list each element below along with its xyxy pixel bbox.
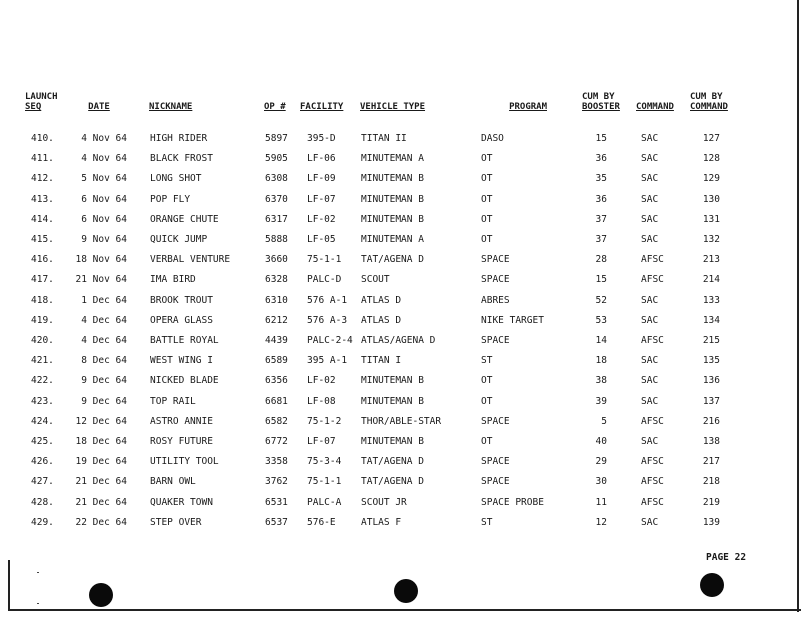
op-number-cell: 5897 [265,133,288,144]
header-nickname: NICKNAME [149,102,193,112]
scan-speck [37,603,39,604]
program-cell: SPACE [481,274,510,285]
command-cell: SAC [641,396,659,407]
table-row [0,375,801,389]
facility-cell: 75-3-4 [307,456,342,467]
launch-date-cell: 1 Dec 64 [81,295,127,306]
header-command-2: COMMAND [690,102,728,112]
vehicle-type-cell: SCOUT JR [361,497,407,508]
launch-date-cell: 9 Nov 64 [81,234,127,245]
table-row [0,214,801,228]
op-number-cell: 4439 [265,335,288,346]
nickname-cell: IMA BIRD [150,274,196,285]
cum-by-booster-cell: 15 [595,133,607,144]
cum-by-booster-cell: 5 [601,416,607,427]
launch-date-cell: 4 Dec 64 [81,335,127,346]
command-cell: SAC [641,355,659,366]
op-number-cell: 6317 [265,214,288,225]
header-date: DATE [88,102,110,112]
launch-seq-cell: 427. [31,476,54,487]
table-row [0,274,801,288]
cum-by-command-cell: 136 [702,375,720,386]
cum-by-booster-cell: 29 [595,456,607,467]
op-number-cell: 6582 [265,416,288,427]
table-row [0,315,801,329]
launch-seq-cell: 425. [31,436,54,447]
program-cell: NIKE TARGET [481,315,544,326]
launch-seq-cell: 413. [31,194,54,205]
nickname-cell: BROOK TROUT [150,295,213,306]
program-cell: OT [481,396,493,407]
op-number-cell: 3358 [265,456,288,467]
cum-by-booster-cell: 35 [595,173,607,184]
nickname-cell: POP FLY [150,194,191,205]
facility-cell: LF-07 [307,436,336,447]
table-row [0,416,801,430]
cum-by-booster-cell: 14 [595,335,607,346]
nickname-cell: QUAKER TOWN [150,497,213,508]
header-op: OP # [264,102,286,112]
launch-seq-cell: 415. [31,234,54,245]
launch-date-cell: 5 Nov 64 [81,173,127,184]
page-border-left [8,560,10,611]
program-cell: SPACE [481,335,510,346]
launch-date-cell: 4 Nov 64 [81,153,127,164]
vehicle-type-cell: ATLAS/AGENA D [361,335,436,346]
vehicle-type-cell: MINUTEMAN B [361,396,424,407]
nickname-cell: HIGH RIDER [150,133,208,144]
program-cell: OT [481,194,493,205]
cum-by-booster-cell: 30 [595,476,607,487]
op-number-cell: 6328 [265,274,288,285]
facility-cell: 576 A-3 [307,315,348,326]
vehicle-type-cell: MINUTEMAN B [361,214,424,225]
launch-seq-cell: 424. [31,416,54,427]
command-cell: SAC [641,375,659,386]
cum-by-booster-cell: 52 [595,295,607,306]
program-cell: OT [481,153,493,164]
table-row [0,335,801,349]
program-cell: OT [481,234,493,245]
cum-by-booster-cell: 18 [595,355,607,366]
cum-by-command-cell: 135 [702,355,720,366]
program-cell: SPACE [481,456,510,467]
vehicle-type-cell: MINUTEMAN B [361,194,424,205]
command-cell: SAC [641,133,659,144]
launch-date-cell: 21 Dec 64 [75,476,127,487]
vehicle-type-cell: ATLAS D [361,315,402,326]
launch-date-cell: 21 Nov 64 [75,274,127,285]
launch-seq-cell: 417. [31,274,54,285]
facility-cell: 395 A-1 [307,355,348,366]
cum-by-booster-cell: 39 [595,396,607,407]
op-number-cell: 5888 [265,234,288,245]
cum-by-command-cell: 137 [702,396,720,407]
launch-date-cell: 21 Dec 64 [75,497,127,508]
program-cell: ST [481,355,493,366]
cum-by-command-cell: 133 [702,295,720,306]
header-cum-by-booster-top: CUM BY [582,92,615,102]
launch-date-cell: 8 Dec 64 [81,355,127,366]
facility-cell: PALC-2-4 [307,335,353,346]
launch-date-cell: 9 Dec 64 [81,375,127,386]
launch-date-cell: 4 Nov 64 [81,133,127,144]
vehicle-type-cell: MINUTEMAN A [361,234,424,245]
vehicle-type-cell: ATLAS D [361,295,402,306]
vehicle-type-cell: TAT/AGENA D [361,476,424,487]
nickname-cell: TOP RAIL [150,396,196,407]
header-booster: BOOSTER [582,102,620,112]
nickname-cell: NICKED BLADE [150,375,219,386]
vehicle-type-cell: THOR/ABLE-STAR [361,416,442,427]
op-number-cell: 6308 [265,173,288,184]
page-number: PAGE 22 [706,552,747,563]
launch-date-cell: 4 Dec 64 [81,315,127,326]
launch-date-cell: 9 Dec 64 [81,396,127,407]
launch-seq-cell: 429. [31,517,54,528]
nickname-cell: BLACK FROST [150,153,213,164]
op-number-cell: 6772 [265,436,288,447]
op-number-cell: 6537 [265,517,288,528]
header-facility: FACILITY [300,102,344,112]
launch-seq-cell: 411. [31,153,54,164]
launch-seq-cell: 412. [31,173,54,184]
table-row [0,234,801,248]
cum-by-booster-cell: 36 [595,194,607,205]
launch-date-cell: 6 Nov 64 [81,194,127,205]
cum-by-booster-cell: 37 [595,234,607,245]
op-number-cell: 6356 [265,375,288,386]
command-cell: SAC [641,153,659,164]
launch-date-cell: 6 Nov 64 [81,214,127,225]
header-cum-by-command-top: CUM BY [690,92,723,102]
op-number-cell: 3660 [265,254,288,265]
nickname-cell: ORANGE CHUTE [150,214,219,225]
facility-cell: 75-1-2 [307,416,342,427]
launch-date-cell: 22 Dec 64 [75,517,127,528]
program-cell: SPACE [481,476,510,487]
facility-cell: PALC-A [307,497,342,508]
program-cell: DASO [481,133,504,144]
vehicle-type-cell: MINUTEMAN A [361,153,424,164]
command-cell: SAC [641,194,659,205]
cum-by-booster-cell: 37 [595,214,607,225]
vehicle-type-cell: SCOUT [361,274,390,285]
cum-by-command-cell: 217 [702,456,720,467]
vehicle-type-cell: ATLAS F [361,517,402,528]
cum-by-booster-cell: 28 [595,254,607,265]
program-cell: OT [481,436,493,447]
program-cell: OT [481,173,493,184]
op-number-cell: 6589 [265,355,288,366]
program-cell: SPACE [481,416,510,427]
cum-by-command-cell: 138 [702,436,720,447]
binder-hole-left [89,583,113,607]
cum-by-command-cell: 139 [702,517,720,528]
op-number-cell: 6212 [265,315,288,326]
cum-by-command-cell: 129 [702,173,720,184]
cum-by-booster-cell: 12 [595,517,607,528]
launch-seq-cell: 419. [31,315,54,326]
header-command: COMMAND [636,102,674,112]
cum-by-command-cell: 134 [702,315,720,326]
table-row [0,153,801,167]
cum-by-command-cell: 130 [702,194,720,205]
nickname-cell: WEST WING I [150,355,213,366]
launch-seq-cell: 423. [31,396,54,407]
nickname-cell: STEP OVER [150,517,202,528]
launch-seq-cell: 418. [31,295,54,306]
cum-by-booster-cell: 53 [595,315,607,326]
nickname-cell: VERBAL VENTURE [150,254,231,265]
nickname-cell: OPERA GLASS [150,315,213,326]
binder-hole-right [700,573,724,597]
command-cell: AFSC [641,456,664,467]
command-cell: AFSC [641,335,664,346]
op-number-cell: 6310 [265,295,288,306]
table-row [0,497,801,511]
program-cell: SPACE [481,254,510,265]
facility-cell: 576 A-1 [307,295,348,306]
command-cell: SAC [641,214,659,225]
table-row [0,396,801,410]
command-cell: AFSC [641,476,664,487]
table-row [0,133,801,147]
cum-by-booster-cell: 15 [595,274,607,285]
launch-date-cell: 18 Nov 64 [75,254,127,265]
table-row [0,254,801,268]
launch-seq-cell: 410. [31,133,54,144]
program-cell: OT [481,214,493,225]
cum-by-booster-cell: 11 [595,497,607,508]
header-program: PROGRAM [509,102,547,112]
cum-by-command-cell: 131 [702,214,720,225]
cum-by-command-cell: 215 [702,335,720,346]
nickname-cell: QUICK JUMP [150,234,208,245]
vehicle-type-cell: MINUTEMAN B [361,173,424,184]
header-vehicle-type: VEHICLE TYPE [360,102,426,112]
program-cell: ABRES [481,295,510,306]
nickname-cell: UTILITY TOOL [150,456,219,467]
facility-cell: 75-1-1 [307,254,342,265]
facility-cell: LF-06 [307,153,336,164]
table-row [0,295,801,309]
command-cell: AFSC [641,497,664,508]
command-cell: AFSC [641,274,664,285]
nickname-cell: BATTLE ROYAL [150,335,219,346]
facility-cell: LF-05 [307,234,336,245]
facility-cell: LF-07 [307,194,336,205]
table-row [0,456,801,470]
facility-cell: 75-1-1 [307,476,342,487]
program-cell: OT [481,375,493,386]
cum-by-booster-cell: 38 [595,375,607,386]
command-cell: SAC [641,234,659,245]
program-cell: ST [481,517,493,528]
launch-seq-cell: 426. [31,456,54,467]
op-number-cell: 6681 [265,396,288,407]
table-row [0,436,801,450]
cum-by-booster-cell: 40 [595,436,607,447]
cum-by-command-cell: 132 [702,234,720,245]
command-cell: AFSC [641,254,664,265]
facility-cell: LF-02 [307,214,336,225]
header-seq: SEQ [25,102,42,112]
nickname-cell: ASTRO ANNIE [150,416,213,427]
op-number-cell: 6370 [265,194,288,205]
launch-date-cell: 18 Dec 64 [75,436,127,447]
command-cell: SAC [641,436,659,447]
launch-date-cell: 19 Dec 64 [75,456,127,467]
cum-by-command-cell: 214 [702,274,720,285]
facility-cell: 576-E [307,517,336,528]
launch-seq-cell: 416. [31,254,54,265]
vehicle-type-cell: TITAN I [361,355,402,366]
command-cell: SAC [641,173,659,184]
table-row [0,355,801,369]
vehicle-type-cell: TITAN II [361,133,407,144]
launch-seq-cell: 421. [31,355,54,366]
binder-hole-center [394,579,418,603]
table-row [0,476,801,490]
table-row [0,194,801,208]
nickname-cell: BARN OWL [150,476,196,487]
cum-by-command-cell: 219 [702,497,720,508]
table-row [0,517,801,531]
cum-by-command-cell: 128 [702,153,720,164]
header-launch: LAUNCH [25,92,58,102]
vehicle-type-cell: MINUTEMAN B [361,436,424,447]
launch-seq-cell: 414. [31,214,54,225]
command-cell: SAC [641,315,659,326]
op-number-cell: 5905 [265,153,288,164]
command-cell: SAC [641,295,659,306]
facility-cell: LF-02 [307,375,336,386]
command-cell: SAC [641,517,659,528]
cum-by-command-cell: 218 [702,476,720,487]
launch-seq-cell: 420. [31,335,54,346]
op-number-cell: 6531 [265,497,288,508]
facility-cell: LF-08 [307,396,336,407]
launch-seq-cell: 422. [31,375,54,386]
launch-seq-cell: 428. [31,497,54,508]
nickname-cell: ROSY FUTURE [150,436,213,447]
facility-cell: LF-09 [307,173,336,184]
page-border-bottom [8,609,801,611]
cum-by-booster-cell: 36 [595,153,607,164]
scan-speck [37,572,39,573]
vehicle-type-cell: MINUTEMAN B [361,375,424,386]
facility-cell: 395-D [307,133,336,144]
facility-cell: PALC-D [307,274,342,285]
cum-by-command-cell: 127 [702,133,720,144]
command-cell: AFSC [641,416,664,427]
table-row [0,173,801,187]
nickname-cell: LONG SHOT [150,173,202,184]
vehicle-type-cell: TAT/AGENA D [361,254,424,265]
cum-by-command-cell: 213 [702,254,720,265]
launch-date-cell: 12 Dec 64 [75,416,127,427]
cum-by-command-cell: 216 [702,416,720,427]
op-number-cell: 3762 [265,476,288,487]
program-cell: SPACE PROBE [481,497,544,508]
vehicle-type-cell: TAT/AGENA D [361,456,424,467]
